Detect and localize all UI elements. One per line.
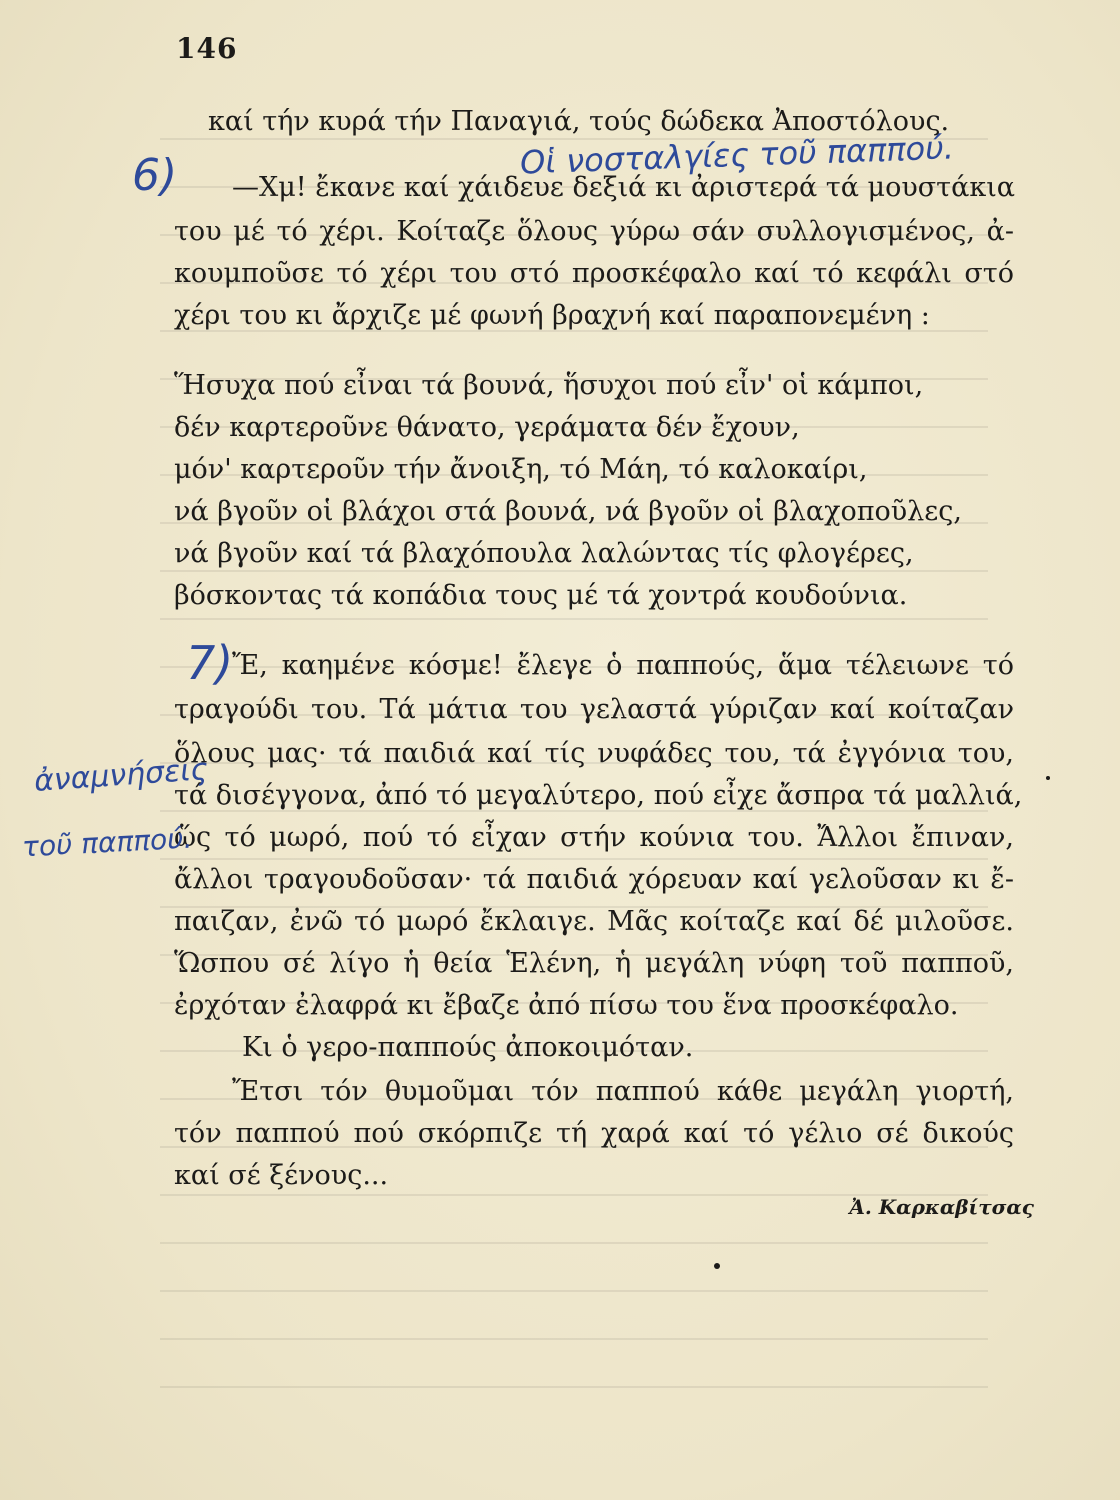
ink-dot — [714, 1263, 720, 1269]
handwritten-section-mark: 6) — [132, 150, 178, 201]
poem-line: μόν' καρτεροῦν τήν ἄνοιξη, τό Μάη, τό καλοκαίρι, — [174, 454, 868, 485]
poem-line: δέν καρτεροῦνε θάνατο, γεράματα δέν ἔχουν, — [174, 412, 800, 443]
text-line: χέρι του κι ἄρχιζε μέ φωνή βραχνή καί παραπονεμένη : — [174, 300, 930, 331]
ink-dot — [1046, 776, 1050, 780]
poem-line: νά βγοῦν οἱ βλάχοι στά βουνά, νά βγοῦν οἱ βλαχοποῦλες, — [174, 496, 962, 527]
text-line: κουμποῦσε τό χέρι του στό προσκέφαλο καί τό κεφάλι στό — [174, 258, 1014, 289]
handwritten-heading: Οἱ νοσταλγίες τοῦ παππού. — [519, 128, 955, 182]
text-line: Κι ὁ γερο-παππούς ἀποκοιμόταν. — [242, 1032, 694, 1063]
text-line: τραγούδι του. Τά μάτια του γελαστά γύριζαν καί κοίταζαν — [174, 694, 1014, 725]
text-line: Ὥσπου σέ λίγο ἡ θεία Ἑλένη, ἡ μεγάλη νύφη τοῦ παπποῦ, — [174, 948, 1014, 979]
page-number: 146 — [176, 32, 238, 65]
text-line: τόν παππού πού σκόρπιζε τή χαρά καί τό γέλιο σέ δικούς — [174, 1118, 1014, 1149]
text-line: του μέ τό χέρι. Κοίταζε ὅλους γύρω σάν συλλογισμένος, ἀ- — [174, 216, 1014, 247]
text-line: ἐρχόταν ἐλαφρά κι ἔβαζε ἀπό πίσω του ἕνα προσκέφαλο. — [174, 990, 959, 1021]
text-line: ὅλους μας· τά παιδιά καί τίς νυφάδες του, τά ἐγγόνια του, — [174, 738, 1014, 769]
text-line: ὥς τό μωρό, πού τό εἶχαν στήν κούνια του. Ἄλλοι ἔπιναν, — [174, 822, 1014, 853]
poem-line: νά βγοῦν καί τά βλαχόπουλα λαλώντας τίς φλογέρες, — [174, 538, 914, 569]
text-line: καί τήν κυρά τήν Παναγιά, τούς δώδεκα Ἀποστόλους. — [208, 106, 950, 137]
poem-line: Ἥσυχα πού εἶναι τά βουνά, ἥσυχοι πού εἶν' οἱ κάμποι, — [174, 370, 924, 401]
text-line: Ἔτσι τόν θυμοῦμαι τόν παππού κάθε μεγάλη γιορτή, — [232, 1076, 1014, 1107]
text-line: καί σέ ξένους... — [174, 1160, 389, 1191]
handwritten-margin-note: τοῦ παππού. — [21, 821, 194, 864]
text-line: Ἔ, καημένε κόσμε! ἔλεγε ὁ παππούς, ἅμα τέλειωνε τό — [232, 650, 1014, 681]
poem-line: βόσκοντας τά κοπάδια τους μέ τά χοντρά κουδούνια. — [174, 580, 908, 611]
handwritten-section-mark: 7) — [186, 636, 234, 690]
author-signature: Ἀ. Καρκαβίτσας — [849, 1195, 1034, 1219]
text-line: ἄλλοι τραγουδοῦσαν· τά παιδιά χόρευαν καί γελοῦσαν κι ἔ- — [174, 864, 1014, 895]
text-line: τά δισέγγονα, ἀπό τό μεγαλύτερο, πού εἶχε ἄσπρα τά μαλλιά, — [174, 780, 1023, 811]
text-line: —Χμ! ἔκανε καί χάιδευε δεξιά κι ἀριστερά τά μουστάκια — [232, 172, 1016, 203]
handwritten-margin-note: ἀναμνήσεις — [32, 751, 210, 800]
text-line: παιζαν, ἐνῶ τό μωρό ἔκλαιγε. Μᾶς κοίταζε καί δέ μιλοῦσε. — [174, 906, 1014, 937]
